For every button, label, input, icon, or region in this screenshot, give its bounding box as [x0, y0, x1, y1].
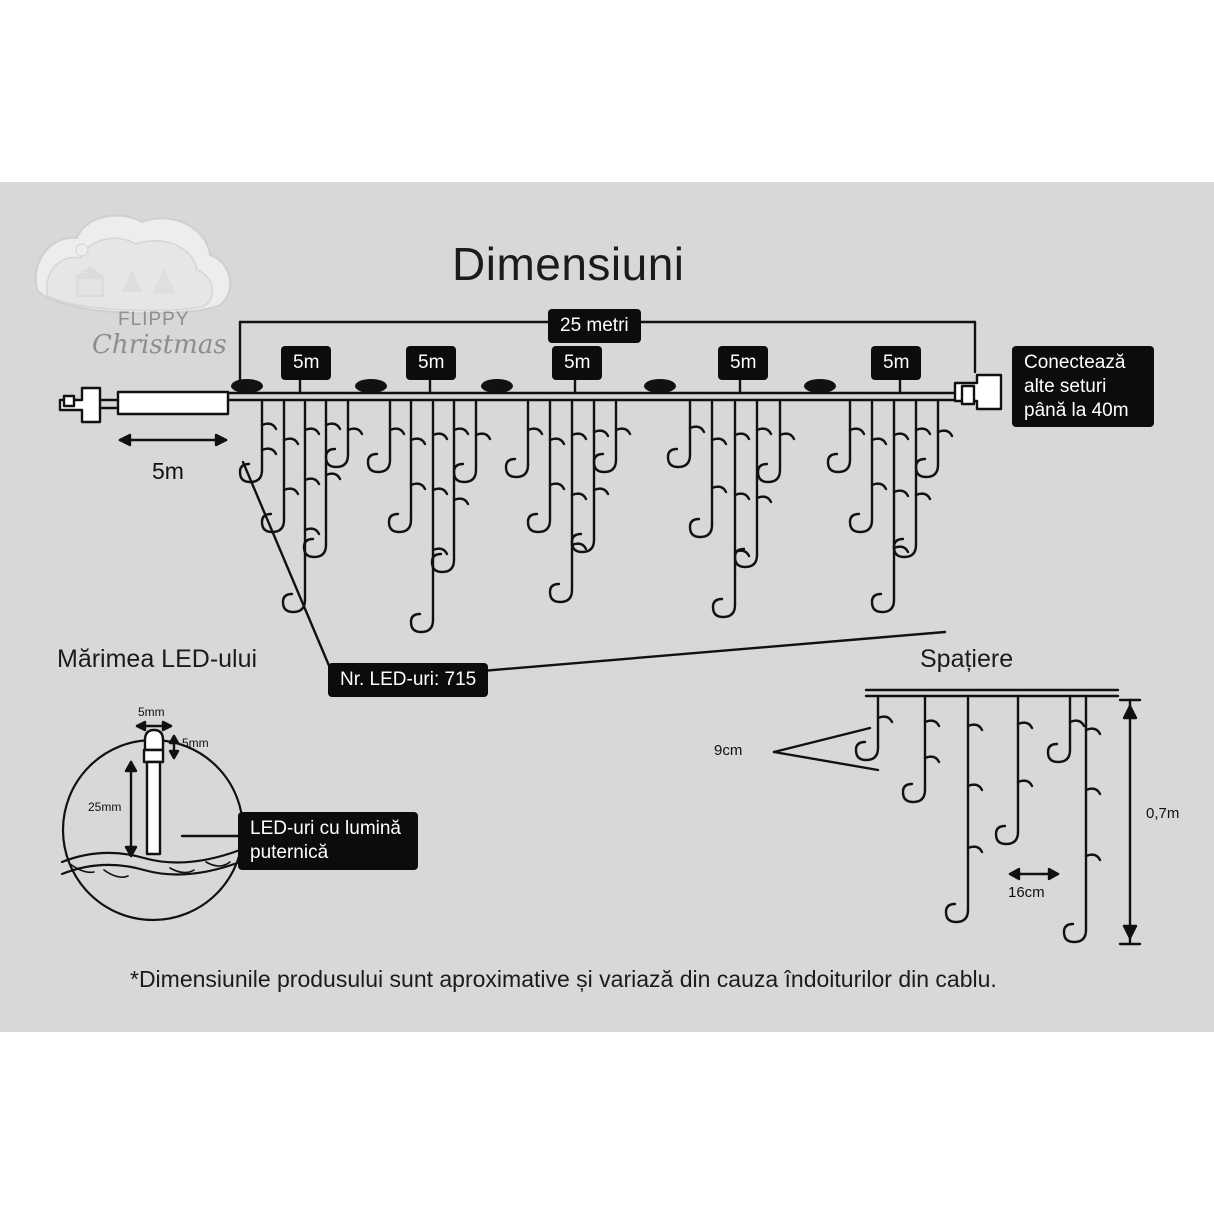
- led-brightness-note-tag: [238, 812, 418, 870]
- segment-tag-1: 5m: [281, 346, 331, 380]
- segment-tag-5: 5m: [871, 346, 921, 380]
- page-title: Dimensiuni: [452, 238, 685, 290]
- led-height-label: 5mm: [182, 736, 209, 750]
- connector-note-line-1: Conectează: [1024, 352, 1126, 373]
- led-note-line-1: LED-uri cu lumină: [250, 818, 401, 839]
- segment-tag-2: 5m: [406, 346, 456, 380]
- watermark-line1: FLIPPY: [118, 309, 190, 330]
- segment-tag-3: 5m: [552, 346, 602, 380]
- led-body-length-label: 25mm: [88, 800, 122, 814]
- connector-note-tag: [1012, 346, 1154, 427]
- spacing-section-title: Spațiere: [920, 645, 1014, 673]
- connector-note-line-3: până la 40m: [1024, 399, 1129, 421]
- connector-note-line-2: alte seturi: [1024, 375, 1107, 397]
- led-count-tag: Nr. LED-uri: 715: [328, 663, 488, 697]
- led-note-line-2: puternică: [250, 841, 329, 863]
- total-height-label: 0,7m: [1146, 805, 1180, 822]
- drop-spacing-label: 9cm: [714, 742, 743, 759]
- footnote: *Dimensiunile produsului sunt aproximative și variază din cauza îndoiturilor din cablu.: [130, 966, 997, 992]
- led-size-section-title: Mărimea LED-ului: [57, 645, 258, 673]
- horizontal-spacing-label: 16cm: [1008, 884, 1045, 901]
- led-width-label: 5mm: [138, 705, 165, 719]
- total-length-tag: 25 metri: [548, 309, 641, 343]
- segment-tag-4: 5m: [718, 346, 768, 380]
- lead-cable-length-label: 5m: [152, 458, 184, 484]
- watermark-line2: Christmas: [92, 330, 227, 360]
